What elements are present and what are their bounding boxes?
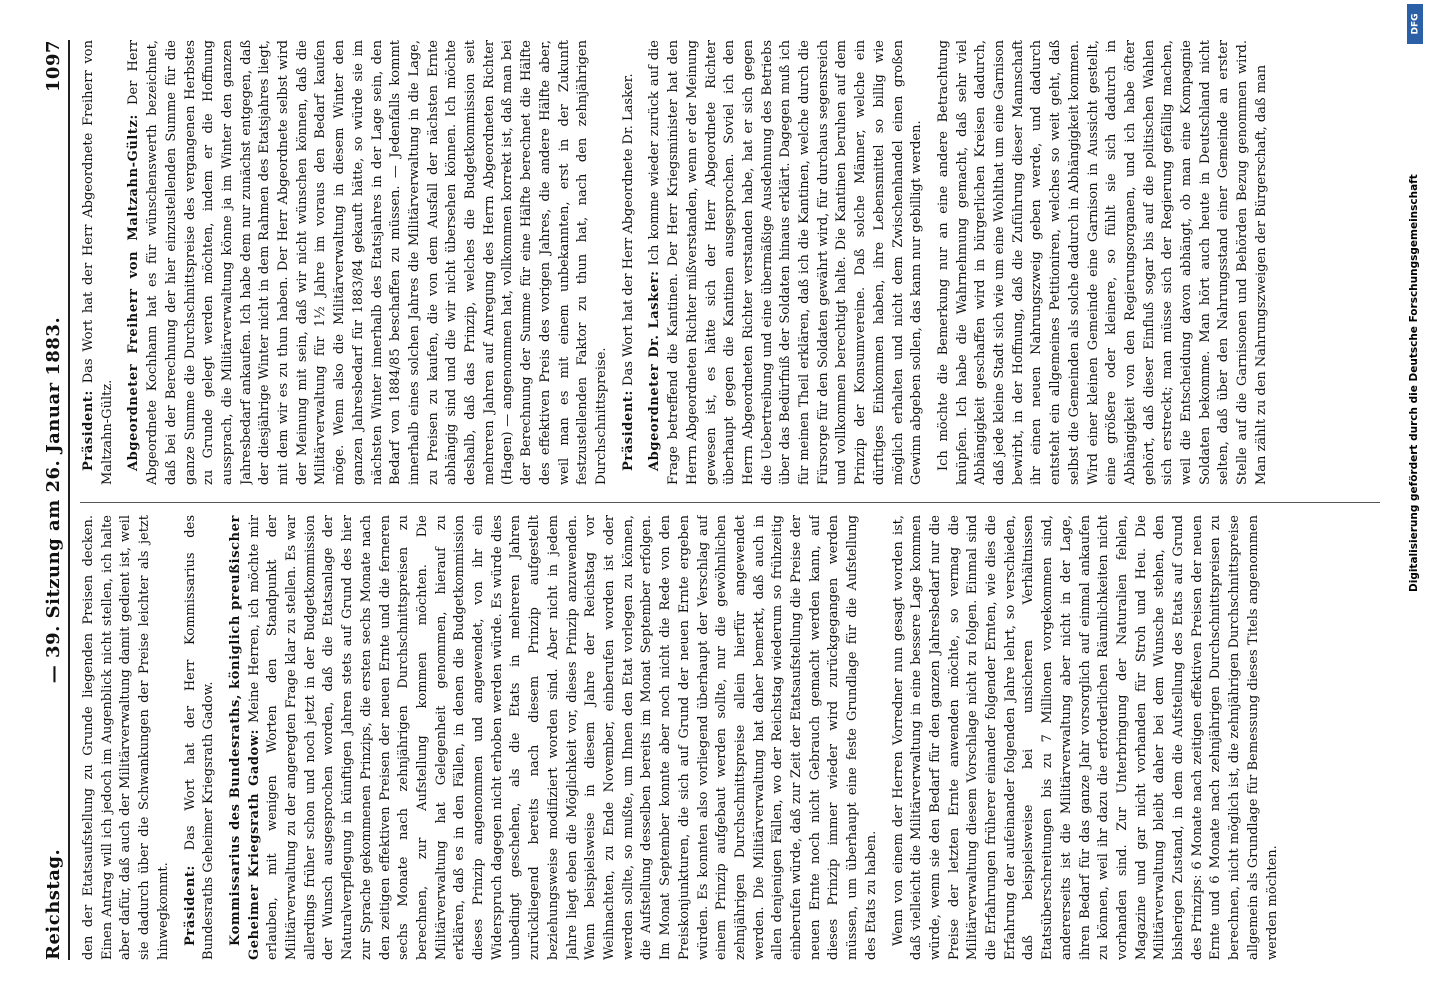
speaker-name: Abgeordneter Freiherr von Maltzahn-Gültz: xyxy=(126,114,142,471)
header-session-date: — 39. Sitzung am 26. Januar 1883. xyxy=(43,316,64,684)
text-column-left xyxy=(80,515,1390,960)
speech-text: Das Wort hat der Herr Abgeordnete Freiherr von Maltzahn-Gültz. xyxy=(81,40,115,485)
speech-text: Meine Herren, ich möchte mir erlauben, mit wenigen Worten den Standpunkt der Militärverwaltung zu der angeregten Frage klar zu stellen. Es war allerdings früher schon und noch jetzt in der Budgetkommission der Wunsch ausgesprochen worden, daß die Etatsanlage der Naturalverpflegung in künftigen Jahren stets auf Grund des hier zur Sprache gekommenen Prinzips, die ersten sechs Monate nach den zeitigen effektiven Preisen der neuen Ernte und die ferneren sechs Monate nach zehnjährigen Durchschnittspreisen zu berechnen, zur Aufstellung kommen möchten. Die Militärverwaltung hat Gelegenheit genommen, hierauf zu erklären, daß es in den Fällen, in denen die Budgetkommission dieses Prinzip angenommen und angewendet, von ihr ein Widerspruch dagegen nicht erhoben werden würde. Es würde dies unbedingt geschehen, als die Etats in mehreren Jahren zurückliegend bereits nach diesem Prinzip aufgestellt beziehungsweise modifiziert worden sind. Aber nicht in jedem Jahre liegt eben die Möglichkeit vor, dieses Prinzip anzuwenden. Wenn beispielsweise in diesem Jahre der Reichstag vor Weihnachten, zu Ende November, einberufen worden ist oder werden sollte, so mußte, um Ihnen den Etat vorlegen zu können, die Aufstellung desselben bereits im Monat September erfolgen. Im Monat September konnte aber noch nicht die Rede von den Preiskonjunkturen, die sich auf Grund der neuen Ernte ergeben würden. Es konnten also vorliegend überhaupt der Verschlag auf einem Prinzip aufgebaut werden sollte, nur die gewöhnlichen zehnjährigen Durchschnittspreise allein hierfür angewendet werden. Die Militärverwaltung hat daher bemerkt, daß auch in allen denjenigen Fällen, wo der Reichstag wiederum so frühzeitig einberufen würde, daß zur Zeit der Etatsaufstellung die Preise der neuen Ernte noch nicht Gebrauch gemacht werden kann, auf dieses Prinzip immer wieder wird zurückgegangen werden müssen, um überhaupt eine feste Grundlage für die Aufstellung des Etats zu haben. xyxy=(246,515,879,960)
digitization-stamp xyxy=(1404,0,1426,1000)
speaker-name: Kommissarius des Bundesraths, königlich preußischer Geheimer Kriegsrath Gadow: xyxy=(227,515,262,960)
page-number: 1097 xyxy=(43,40,64,93)
speech-paragraph xyxy=(646,40,927,485)
speaker-name: Präsident: xyxy=(620,390,636,471)
speech-text: Ich komme wieder zurück auf die Frage betreffend die Kantinen. Der Herr Kriegsminister hat den Herrn Abgeordneten Richter mißverstanden, wenn er der Meinung gewesen ist, es hätte sich der Herr Abgeordnete Richter überhaupt gegen die Kantinen ausgesprochen. Soviel ich den Herrn Abgeordneten Richter verstanden habe, hat er sich gegen die Uebertreibung und eine übermäßige Ausdehnung des Betriebs über das Bedürfniß der Soldaten hinaus erklärt. Dagegen muß ich für meinen Theil erklären, daß ich die Kantinen, welche durch die Fürsorge für den Soldaten gewährt wird, für durchaus segensreich und vollkommen berechtigt halte. Die Kantinen beruhen auf dem Prinzip der Konsumvereine. Daß solche Männer, welche ein dürftiges Einkommen haben, ihre Lebensmittel so billig wie möglich erhalten und nicht dem Zwischenhandel einen großen Gewinn abgeben sollen, das kann nur gebilligt werden. xyxy=(647,40,925,485)
speech-paragraph xyxy=(80,40,117,485)
speaker-name: Präsident: xyxy=(182,865,198,946)
paragraph-text: Wenn von einem der Herren Vorredner nun gesagt worden ist, daß vielleicht die Militärverwaltung in eine bessere Lage kommen würde, wenn sie den Bedarf für den ganzen Jahresbedarf nur die Preise der letzten Ernte anwenden möchte, so vermag die Militärverwaltung diesem Vorschlage nicht zu folgen. Einmal sind die Erfahrungen früherer einander folgender Ernten, wie dies die Erfahrung der aufeinander folgenden Jahre lehrt, so verschieden, daß beispielsweise bei unsicheren Verhältnissen Etatsüberschreitungen bis zu 7 Millionen vorgekommen sind, andererseits ist die Militärverwaltung aber nicht in der Lage, ihren Bedarf für das ganze Jahr vorsorglich auf einmal ankaufen zu können, weil ihr dazu die erforderlichen Räumlichkeiten nicht vorhanden sind. Zur Unterbringung der Naturalien fehlen, Magazine und gar nicht vorhanden für Stroh und Heu. Die Militärverwaltung bleibt daher bei dem Wunsche stehen, den bisherigen Zustand, in dem die Aufstellung des Etats auf Grund des Prinzips: 6 Monate nach zeitigen effektiven Preisen der neuen Ernte und 6 Monate nach zehnjährigen Durchschnittspreisen zu berechnen, nicht möglich ist, die zehnjährigen Durchschnittspreise allgemein als Grundlage für Bemessung dieses Titels angenommen werden möchten. xyxy=(890,515,1280,960)
speech-paragraph xyxy=(620,40,639,485)
header-journal-title: Reichstag. xyxy=(43,848,64,960)
paragraph-text: den der Etatsaufstellung zu Grunde liegenden Preisen decken. Einen Antrag will ich jedoch im Augenblick nicht stellen, ich halte aber dafür, daß auch der Militärverwaltung damit gedient ist, weil sie dadurch über die Schwankungen der Preise leichter als jetzt hinwegkommt. xyxy=(81,515,171,960)
paragraph xyxy=(80,515,174,960)
speaker-name: Präsident: xyxy=(81,390,96,471)
speaker-name: Abgeordneter Dr. Lasker: xyxy=(647,270,663,471)
column-divider xyxy=(80,502,1380,503)
digitization-credit-text: Digitalisierung gefördert durch die Deutsche Forschungsgemeinschaft xyxy=(1408,174,1420,592)
paragraph-text: Ich möchte die Bemerkung nur an eine andere Betrachtung knüpfen. Ich habe die Wahrnehmung gemacht, daß sehr viel Abhängigkeit geschaffen wird in bürgerlichen Kreisen dadurch, daß jede kleine Stadt sich wie um eine Wohlthat um eine Garnison bewirbt, in der Hoffnung, daß die Zuführung dieser Mannschaft ihr einen neuen Nahrungszweig geben werde, und dadurch entsteht ein allgemeines Petitioniren, welches so weit geht, daß selbst die Gemeinden als solche dadurch in Abhängigkeit kommen. Wird einer kleinen Gemeinde eine Garnison in Aussicht gestellt, eine größere oder kleinere, so fühlt sie sich dadurch in Abhängigkeit von den Regierungsorganen, und ich habe öfter gehört, daß dieser Einfluß sogar bis auf die politischen Wahlen sich erstreckt; man müsse sich der Regierung gefällig machen, weil die Entscheidung davon abhängt, ob man eine Kompagnie Soldaten bekomme. Man hört auch heute in Deutschland nicht selten, daß über den Nahrungsstand einer Gemeinde an erster Stelle auf die Garnisonen und Behörden Bezug genommen wird. Man zählt zu den Nahrungszweigen der Bürgerschaft, daß man xyxy=(935,40,1269,485)
speech-text: Das Wort hat der Herr Kommissarius des Bundesraths Geheimer Kriegsrath Gadow. xyxy=(182,515,217,960)
text-column-right xyxy=(80,40,1390,485)
speech-paragraph xyxy=(227,515,882,960)
page-header xyxy=(38,40,70,960)
speech-paragraph xyxy=(125,40,611,485)
document-page xyxy=(20,10,1410,990)
speech-text: Der Herr Abgeordnete Kochhann hat es für wünschenswerth bezeichnet, daß bei der Berechnung der hier einzustellenden Summe für die ganze Summe die Durchschnittspreise des vergangenen Herbstes zu Grunde gelegt werden möchten, indem er die Hoffnung aussprach, die Militärverwaltung könne ja im Winter den ganzen Jahresbedarf ankaufen. Ich habe dem nur zunächst entgegen, daß der diesjährige Winter nicht in dem Rahmen des Etatsjahres liegt, mit dem wir es zu thun haben. Der Herr Abgeordnete selbst wird der Meinung mit sein, daß wir nicht wünschen können, daß die Militärverwaltung für 1½ Jahre im voraus den Bedarf kaufen möge. Wenn also die Militärverwaltung in diesem Winter den ganzen Jahresbedarf für 1883/84 gekauft hätte, so würde sie im nächsten Winter innerhalb des Etatsjahres in der Lage sein, den Bedarf von 1884/85 beschaffen zu müssen. — Jedenfalls kommt innerhalb eines solchen Jahres die Militärverwaltung in die Lage, zu Preisen zu kaufen, die von dem Ausfall der nächsten Ernte abhängig sind und die wir nicht übersehen können. Ich möchte deshalb, daß das Prinzip, welches die Budgetkommission seit mehreren Jahren auf Anregung des Herrn Abgeordneten Richter (Hagen) — angenommen hat, vollkommen korrekt ist, daß man bei der Berechnung der Summe für eine Hälfte berechnet die Hälfte des effektiven Preis des vorigen Jahres, die andere Hälfte aber, weil man es mit einem unbekannten, erst in der Zukunft festzustellenden Faktor zu thun hat, nach den zehnjährigen Durchschnittspreise. xyxy=(126,40,609,485)
dfg-logo: DFG xyxy=(1407,4,1423,44)
speech-text: Das Wort hat der Herr Abgeordnete Dr. Lasker. xyxy=(620,73,636,386)
paragraph xyxy=(935,40,1272,485)
speech-paragraph xyxy=(182,515,219,960)
paragraph xyxy=(890,515,1283,960)
